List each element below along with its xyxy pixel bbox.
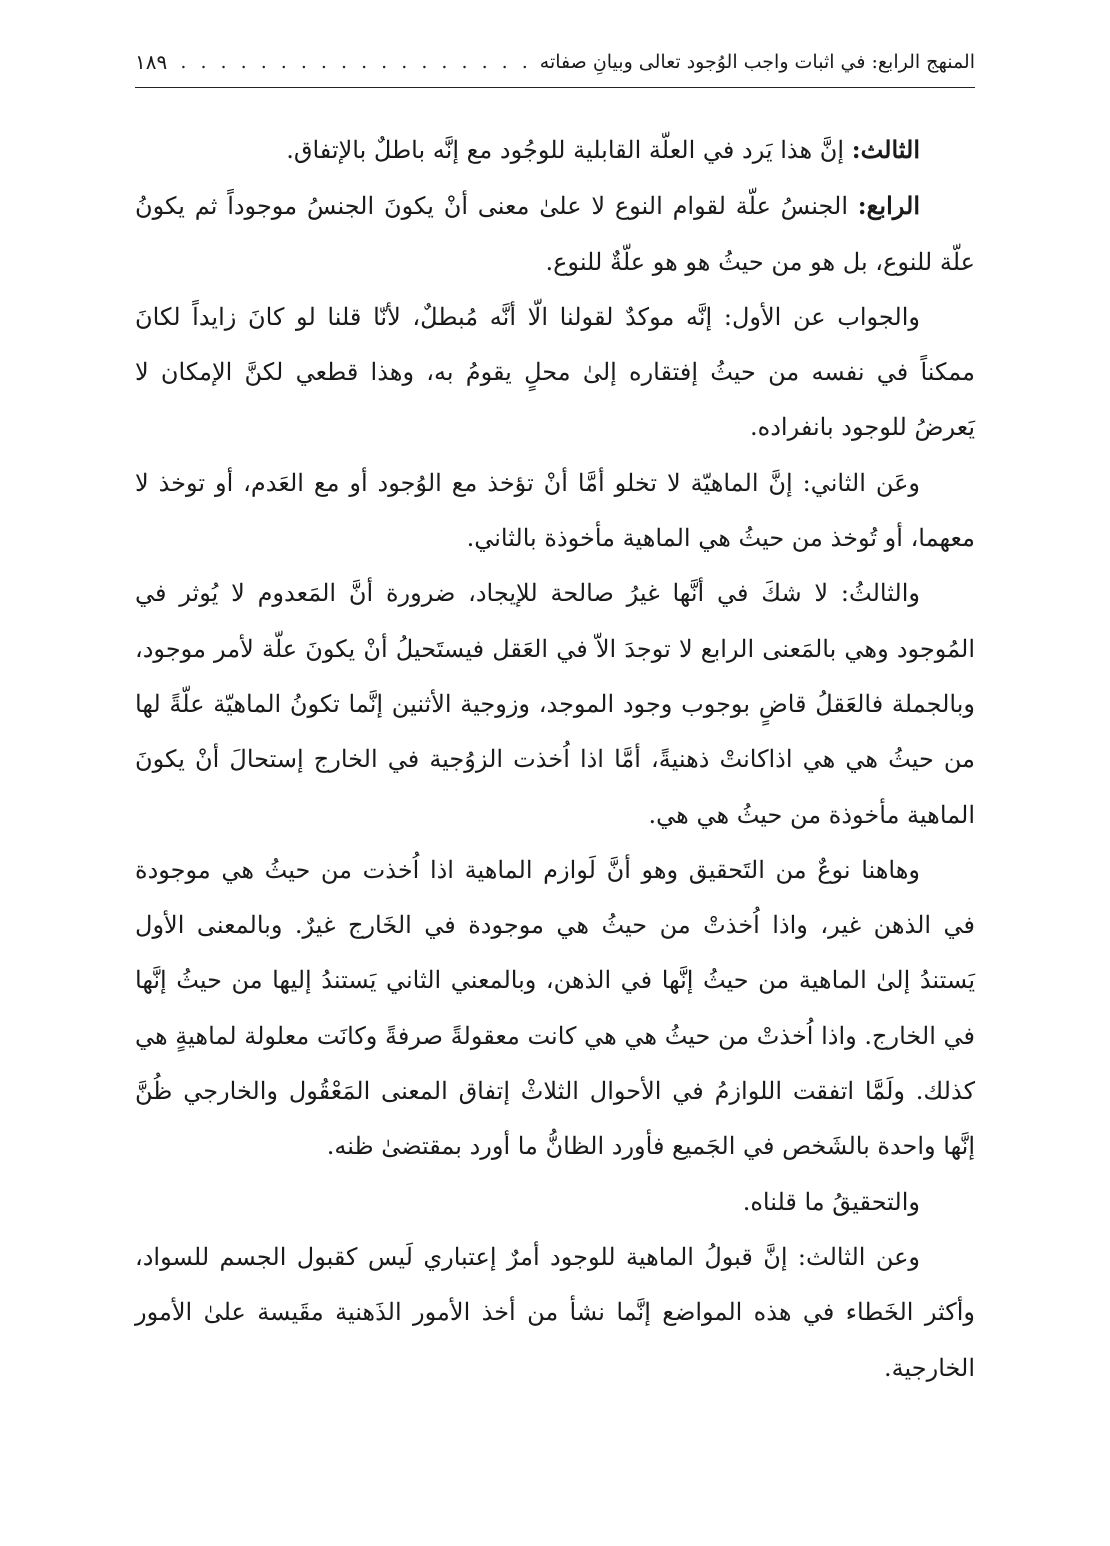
header-leader-dots — [175, 51, 532, 73]
paragraph-text: إنَّ هذا يَرد في العلّة القابلية للوجُود مع إنَّه باطلٌ بالإتفاق. — [286, 136, 852, 164]
paragraph-fourth-objection — [135, 178, 975, 290]
page-body — [135, 122, 975, 1396]
paragraph-third-objection — [135, 122, 975, 178]
paragraph-text: والتحقيقُ ما قلناه. — [742, 1187, 920, 1216]
paragraph-text: والجواب عن الأول: إنَّه موكدٌ لقولنا الّا أنَّه مُبطلٌ، لأنّا قلنا لو كانَ زايداً لكانَ ممكناً في نفسه من حيثُ إفتقاره إلىٰ محلٍ يقومُ به، وهذا قطعي لكنَّ الإمكان لا يَعرضُ للوجود بانفراده. — [135, 302, 975, 442]
page-number: ١٨٩ — [135, 50, 168, 74]
paragraph-label: الرابع: — [857, 191, 920, 221]
paragraph-conclusion — [135, 1175, 975, 1230]
paragraph-text: وعن الثالث: إنَّ قبولُ الماهية للوجود أمرٌ إعتباري لَيس كقبول الجسم للسواد، وأكثر الخَطاء في هذه المواضع إنَّما نشأ من أخذ الأمور الذَهنية مقَيسة علىٰ الأمور الخارجية. — [135, 1242, 975, 1382]
running-header — [135, 44, 975, 80]
paragraph-answer-first — [135, 290, 975, 456]
paragraph-label: الثالث: — [851, 135, 920, 164]
paragraph-verification — [135, 843, 975, 1175]
paragraph-answer-third-b — [135, 1230, 975, 1396]
paragraph-answer-second — [135, 456, 975, 567]
paragraph-answer-third — [135, 566, 975, 842]
paragraph-text: وعَن الثاني: إنَّ الماهيّة لا تخلو أمَّا أنْ تؤخذ مع الوُجود أو مع العَدم، أو توخذ لا معهما، أو تُوخذ من حيثُ هي الماهية مأخوذة بالثاني. — [135, 468, 975, 553]
header-divider — [135, 87, 975, 88]
paragraph-text: والثالثُ: لا شكَ في أنَّها غيرُ صالحة للإيجاد، ضرورة أنَّ المَعدوم لا يُوثر في المُوجود وهي بالمَعنى الرابع لا توجدَ الاّ في العَقل فيستَحيلُ أنْ يكونَ علّة لأمر موجود، وبالجملة فالعَقلُ قاضٍ بوجوب وجود الموجد، وزوجية الأثنين إنَّما تكونُ الماهيّة علّةً لها من حيثُ هي هي اذاكانتْ ذهنيةً، أمَّا اذا اُخذت الزوُجية في الخارج إستحالَ أنْ يكونَ الماهية مأخوذة من حيثُ هي هي. — [135, 579, 975, 829]
header-title: المنهج الرابع: في اثبات واجب الوُجود تعالى وبيانِ صفاته — [539, 51, 975, 73]
paragraph-text: الجنسُ علّة لقوام النوع لا علىٰ معنى أنْ يكونَ الجنسُ موجوداً ثم يكونُ علّة للنوع، بل هو من حيثُ هو هو علّةٌ للنوع. — [135, 192, 975, 276]
paragraph-text: وهاهنا نوعٌ من التَحقيق وهو أنَّ لَوازم الماهية اذا اُخذت من حيثُ هي موجودة في الذهن غير، واذا اُخذتْ من حيثُ هي موجودة في الخَارج غيرٌ. وبالمعنى الأول يَستندُ إلىٰ الماهية من حيثُ إنَّها في الذهن، وبالمعني الثاني يَستندُ إليها من حيثُ إنَّها في الخارج. واذا اُخذتْ من حيثُ هي هي كانت معقولةً صرفةً وكانَت معلولة لماهيةٍ هي كذلك. ولَمَّا اتفقت اللوازمُ في الأحوال الثلاثْ إتفاق المعنى المَعْقُول والخارجي ظُنَّ إنَّها واحدة بالشَخص في الجَميع فأورد الظانُّ ما أورد بمقتضىٰ ظنه. — [135, 855, 975, 1161]
